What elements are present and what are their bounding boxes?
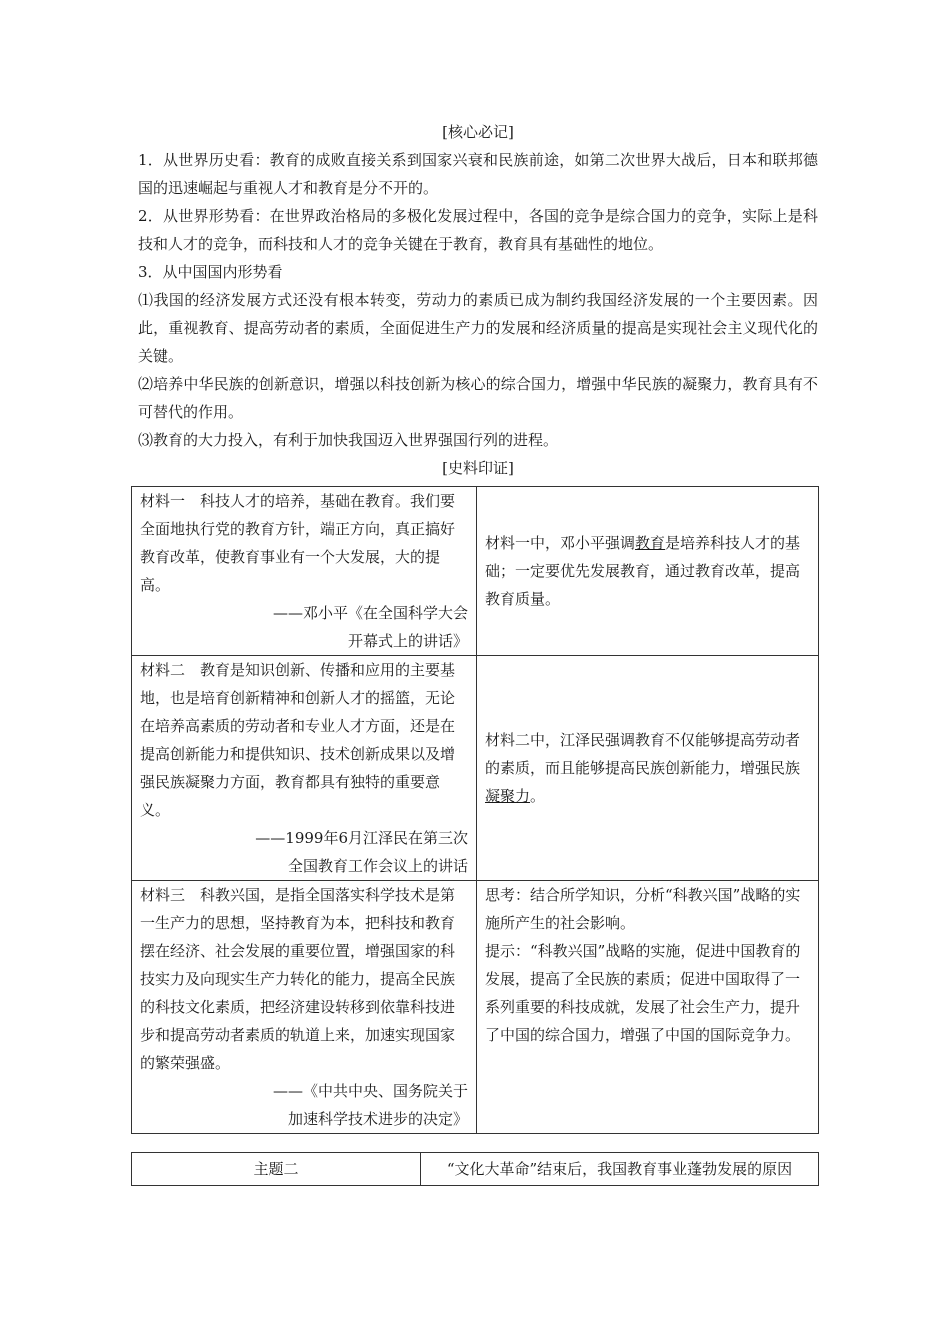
theme-title: “文化大革命”结束后，我国教育事业蓬勃发展的原因 xyxy=(421,1153,819,1186)
table-row xyxy=(132,881,819,1134)
table-row xyxy=(132,487,819,656)
material-citation: 开幕式上的讲话》 xyxy=(347,632,468,650)
material-citation: 加速科学技术进步的决定》 xyxy=(287,1110,468,1128)
material-text: 材料一 科技人才的培养，基础在教育。我们要全面地执行党的教育方针，端正方向，真正搞好教育改革，使教育事业有一个大发展，大的提高。 xyxy=(140,492,456,594)
core-point-3-1: ⑴我国的经济发展方式还没有根本转变，劳动力的素质已成为制约我国经济发展的一个主要因素。因此，重视教育、提高劳动者的素质，全面促进生产力的发展和经济质量的提高是实现社会主义现代化的关键。 xyxy=(138,291,818,365)
material-text: 材料三 科教兴国，是指全国落实科学技术是第一生产力的思想，坚持教育为本，把科技和教育摆在经济、社会发展的重要位置，增强国家的科技实力及向现实生产力转化的能力，提高全民族的科技文化素质，把经济建设转移到依靠科技进步和提高劳动者素质的轨道上来，加速实现国家的繁荣强盛。 xyxy=(140,886,456,1072)
sources-table xyxy=(131,486,819,1134)
material-citation: 全国教育工作会议上的讲话 xyxy=(287,857,468,875)
question-text: 思考：结合所学知识，分析“科教兴国”战略的实施所产生的社会影响。 xyxy=(485,886,801,932)
analysis-text: 是培养科技人才的基础；一定要优先发展教育，通过教育改革，提高教育质量。 xyxy=(485,534,801,608)
analysis-highlight: 教育 xyxy=(635,534,666,552)
analysis-text: 材料二中，江泽民强调教育不仅能够提高劳动者的素质，而且能够提高民族创新能力，增强民族 xyxy=(485,731,801,777)
table-row xyxy=(132,656,819,881)
core-point-3: 3．从中国国内形势看 xyxy=(138,263,283,281)
material-cell xyxy=(132,881,477,1134)
analysis-text: 材料一中，邓小平强调 xyxy=(485,534,636,552)
table-row xyxy=(132,1153,819,1186)
analysis-cell xyxy=(477,487,819,656)
core-point-1: 1．从世界历史看：教育的成败直接关系到国家兴衰和民族前途，如第二次世界大战后，日本和联邦德国的迅速崛起与重视人才和教育是分不开的。 xyxy=(138,151,818,197)
theme-table xyxy=(131,1152,819,1186)
material-cell xyxy=(132,487,477,656)
material-cell xyxy=(132,656,477,881)
material-citation: ——《中共中央、国务院关于 xyxy=(272,1082,468,1100)
core-section xyxy=(138,118,818,482)
sources-heading: [史料印证] xyxy=(442,459,514,477)
material-citation: ——1999年6月江泽民在第三次 xyxy=(255,829,468,847)
analysis-text: 。 xyxy=(530,787,546,805)
core-heading: [核心必记] xyxy=(442,123,514,141)
material-text: 材料二 教育是知识创新、传播和应用的主要基地，也是培育创新精神和创新人才的摇篮，无论在培养高素质的劳动者和专业人才方面，还是在提高创新能力和提供知识、技术创新成果以及增强民族凝聚力方面，教育都具有独特的重要意义。 xyxy=(140,661,456,819)
core-point-3-2: ⑵培养中华民族的创新意识，增强以科技创新为核心的综合国力，增强中华民族的凝聚力，教育具有不可替代的作用。 xyxy=(138,375,818,421)
theme-label: 主题二 xyxy=(132,1153,421,1186)
analysis-cell xyxy=(477,656,819,881)
core-point-2: 2．从世界形势看：在世界政治格局的多极化发展过程中，各国的竞争是综合国力的竞争，实际上是科技和人才的竞争，而科技和人才的竞争关键在于教育，教育具有基础性的地位。 xyxy=(138,207,818,253)
material-citation: ——邓小平《在全国科学大会 xyxy=(272,604,468,622)
hint-text: 提示：“科教兴国”战略的实施，促进中国教育的发展，提高了全民族的素质；促进中国取得了一系列重要的科技成就，发展了社会生产力，提升了中国的综合国力，增强了中国的国际竞争力。 xyxy=(485,942,801,1044)
analysis-cell xyxy=(477,881,819,1134)
core-point-3-3: ⑶教育的大力投入，有利于加快我国迈入世界强国行列的进程。 xyxy=(138,431,559,449)
analysis-highlight: 凝聚力 xyxy=(485,787,531,805)
